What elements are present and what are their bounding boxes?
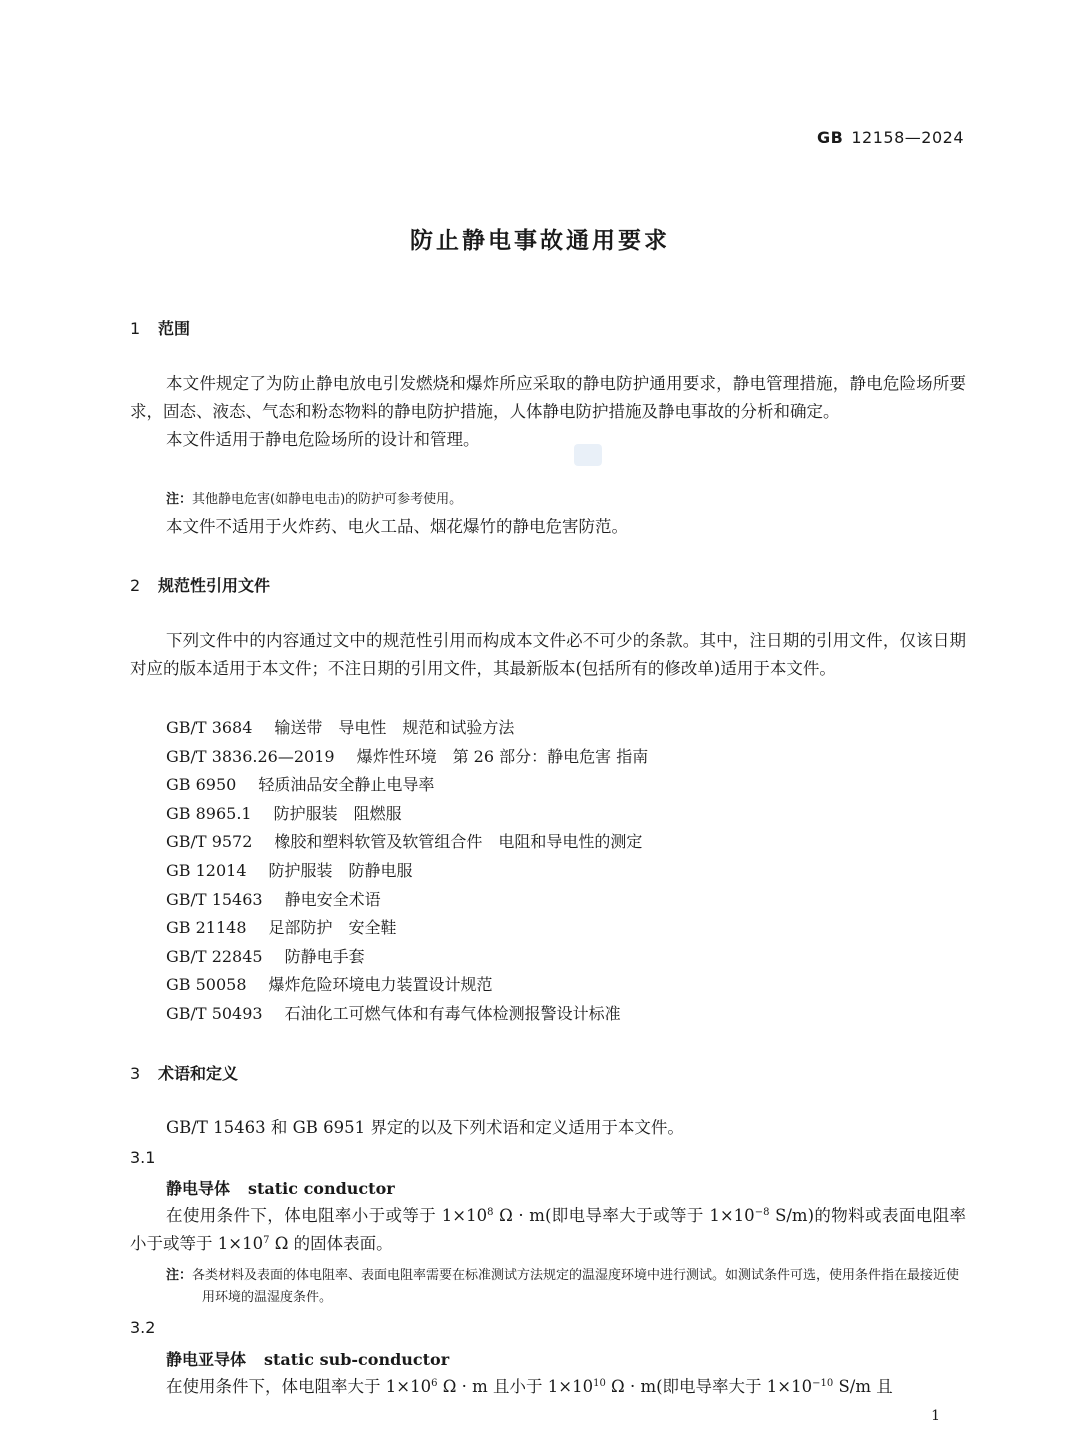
reference-item <box>166 943 966 972</box>
note-text: 各类材料及表面的体电阻率、表面电阻率需要在标准测试方法规定的温湿度环境中进行测试。如测试条件可选，使用条件指在最接近使用环境的温湿度条件。 <box>192 1268 960 1305</box>
scope-paragraph-2: 本文件适用于静电危险场所的设计和管理。 <box>166 430 480 449</box>
term-note <box>166 1265 966 1309</box>
definition-part: 在使用条件下，体电阻率大于 1×10 <box>166 1377 432 1396</box>
exponent: −10 <box>812 1378 834 1389</box>
section-title: 术语和定义 <box>158 1064 239 1083</box>
scope-body <box>130 370 966 454</box>
scope-paragraph-1: 本文件规定了为防止静电放电引发燃烧和爆炸所应采取的静电防护通用要求，静电管理措施，静电危险场所要求，固态、液态、气态和粉态物料的静电防护措施，人体静电防护措施及静电事故的分析和确定。 <box>130 374 966 421</box>
reference-title: 防护服装 防静电服 <box>268 860 413 880</box>
scope-exclusion <box>130 513 966 541</box>
term-name-zh: 静电亚导体 <box>166 1350 247 1369</box>
reference-item <box>166 771 966 800</box>
terms-intro <box>130 1114 966 1142</box>
exponent: −8 <box>754 1207 770 1218</box>
reference-code: GB 21148 <box>166 918 247 938</box>
reference-title: 输送带 导电性 规范和试验方法 <box>274 718 515 737</box>
reference-title: 爆炸性环境 第 26 部分：静电危害 指南 <box>356 746 649 766</box>
reference-title: 防静电手套 <box>284 946 365 966</box>
reference-title: 橡胶和塑料软管及软管组合件 电阻和导电性的测定 <box>274 832 643 852</box>
exponent: 8 <box>487 1207 494 1218</box>
reference-code: GB 8965.1 <box>166 803 252 823</box>
note-label: 注： <box>166 1268 193 1283</box>
term-definition-text <box>130 1373 966 1401</box>
reference-item <box>166 714 966 743</box>
section-heading-normative <box>130 573 270 596</box>
definition-part: Ω · m(即电导率大于或等于 1×10 <box>493 1206 755 1225</box>
reference-code: GB 12014 <box>166 860 247 880</box>
standard-prefix: GB <box>817 128 844 147</box>
term-name-en: static sub-conductor <box>264 1350 450 1369</box>
definition-part: Ω 的固体表面。 <box>269 1234 393 1253</box>
term-title <box>166 1176 395 1199</box>
reference-code: GB 6950 <box>166 775 237 795</box>
reference-item <box>166 828 966 857</box>
definition-part: Ω · m 且小于 1×10 <box>437 1377 594 1396</box>
section-heading-terms <box>130 1061 238 1084</box>
section-number: 2 <box>130 576 141 595</box>
scope-note <box>166 489 966 511</box>
term-definition <box>130 1373 966 1401</box>
section-title: 规范性引用文件 <box>158 576 271 595</box>
reference-code: GB 50058 <box>166 975 247 995</box>
term-name-zh: 静电导体 <box>166 1179 231 1198</box>
reference-title: 静电安全术语 <box>284 889 381 909</box>
reference-title: 防护服装 阻燃服 <box>273 803 402 823</box>
scope-paragraph-3: 本文件不适用于火炸药、电火工品、烟花爆竹的静电危害防范。 <box>166 517 628 536</box>
exponent: 10 <box>593 1378 606 1389</box>
definition-part: 在使用条件下，体电阻率小于或等于 1×10 <box>166 1206 488 1225</box>
reference-code: GB/T 3836.26—2019 <box>166 746 335 766</box>
document-title: 防止静电事故通用要求 <box>410 228 670 254</box>
standard-code <box>817 128 964 147</box>
note-text: 其他静电危害(如静电电击)的防护可参考使用。 <box>192 492 463 507</box>
reference-code: GB/T 22845 <box>166 946 263 966</box>
normative-intro-paragraph: 下列文件中的内容通过文中的规范性引用而构成本文件必不可少的条款。其中，注日期的引用文件，仅该日期对应的版本适用于本文件；不注日期的引用文件，其最新版本(包括所有的修改单)适用于本文件。 <box>130 631 966 678</box>
reference-item <box>166 914 966 943</box>
definition-part: S/m)的物料或表面电阻率小于或等于 1×10 <box>130 1206 966 1253</box>
section-number: 1 <box>130 319 141 338</box>
note-label: 注： <box>166 492 193 507</box>
term-name-en: static conductor <box>248 1179 395 1198</box>
page-number: 1 <box>931 1408 940 1424</box>
reference-item <box>166 971 966 1000</box>
reference-item <box>166 886 966 915</box>
term-definition <box>130 1202 966 1258</box>
reference-item <box>166 1000 966 1029</box>
section-number: 3 <box>130 1064 141 1083</box>
reference-code: GB/T 50493 <box>166 1003 263 1023</box>
reference-code: GB/T 3684 <box>166 718 253 737</box>
reference-title: 石油化工可燃气体和有毒气体检测报警设计标准 <box>284 1003 621 1023</box>
reference-title: 足部防护 安全鞋 <box>268 918 397 938</box>
terms-intro-paragraph: GB/T 15463 和 GB 6951 界定的以及下列术语和定义适用于本文件。 <box>166 1118 684 1137</box>
exponent: 6 <box>431 1378 438 1389</box>
term-number: 3.1 <box>130 1148 156 1167</box>
section-heading-scope <box>130 316 190 339</box>
reference-list <box>166 714 966 1029</box>
normative-intro <box>130 627 966 683</box>
standard-number: 12158—2024 <box>851 128 964 147</box>
reference-item <box>166 800 966 829</box>
definition-part: S/m 且 <box>833 1377 893 1396</box>
exponent: 7 <box>263 1235 270 1246</box>
term-number: 3.2 <box>130 1318 156 1337</box>
term-definition-text <box>130 1202 966 1258</box>
reference-code: GB/T 9572 <box>166 832 253 852</box>
reference-item <box>166 857 966 886</box>
term-title <box>166 1347 449 1370</box>
reference-item <box>166 743 966 772</box>
reference-title: 爆炸危险环境电力装置设计规范 <box>268 975 493 995</box>
section-title: 范围 <box>158 319 191 338</box>
reference-code: GB/T 15463 <box>166 889 263 909</box>
reference-title: 轻质油品安全静止电导率 <box>258 775 435 795</box>
definition-part: Ω · m(即电导率大于 1×10 <box>605 1377 813 1396</box>
